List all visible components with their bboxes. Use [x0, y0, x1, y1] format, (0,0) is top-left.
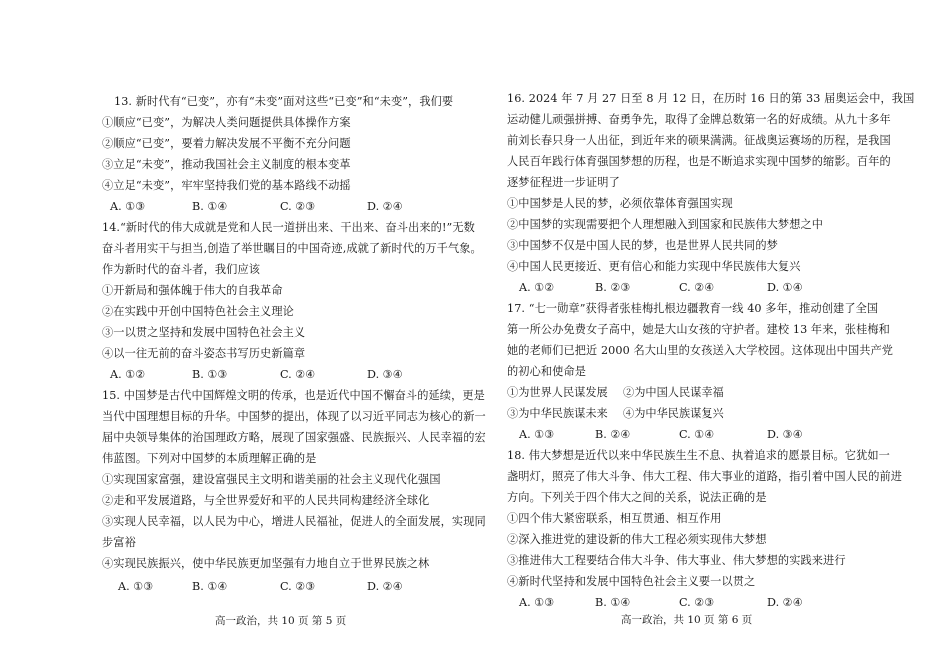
q17-stem-line-2: 第一所公办免费女子高中，她是大山女孩的守护者。建校 13 年来，张桂梅和: [507, 323, 890, 336]
q13-statement-4: ④立足“未变”，牢牢坚持我们党的基本路线不动摇: [102, 179, 351, 192]
q16-stem-line-5: 逐梦征程进一步证明了: [507, 176, 620, 189]
q16-stem-line-3: 前刘长春只身一人出征，到近年来的硕果满满。征战奥运赛场的历程，是我国: [507, 134, 891, 147]
q17-option-c[interactable]: C. ①④: [679, 428, 715, 441]
q13-statement-1: ①顺应“已变”，为解决人类问题提供具体操作方案: [102, 116, 351, 129]
q14-options: [102, 368, 480, 382]
q13-options: [102, 200, 480, 214]
q14-option-d[interactable]: D. ③④: [367, 368, 403, 381]
q14-statement-4: ④以一往无前的奋斗姿态书写历史新篇章: [102, 347, 306, 360]
q17-stem-line-3: 她的老师们已把近 2000 名大山里的女孩送入大学校园。这体现出中国共产党: [507, 344, 894, 357]
q13-option-c[interactable]: C. ②③: [280, 200, 316, 213]
q15-statement-4: ④实现民族振兴，使中华民族更加坚强有力地自立于世界民族之林: [102, 557, 430, 570]
q15-stem-line-4: 伟蓝图。下列对中国梦的本质理解正确的是: [102, 452, 317, 465]
q17-statement-4: ④为中华民族谋复兴: [623, 407, 724, 420]
q17-stem-line-1: 17. “七一勋章”获得者张桂梅扎根边疆教育一线 40 多年，推动创建了全国: [507, 302, 879, 315]
q17-option-b[interactable]: B. ②④: [595, 428, 631, 441]
q16-statement-4: ④中国人民更接近、更有信心和能力实现中华民族伟大复兴: [507, 260, 801, 273]
q15-option-c[interactable]: C. ②③: [280, 580, 316, 593]
q14-option-a[interactable]: A. ①②: [110, 368, 146, 381]
q13-stem: 13. 新时代有“已变”，亦有“未变”面对这些“已变”和“未变”，我们要: [114, 95, 454, 108]
q15-option-a[interactable]: A. ①③: [118, 580, 154, 593]
q17-statements-row-1: [507, 386, 877, 400]
q15-statement-3-cont: 步富裕: [102, 536, 136, 549]
q15-statement-2: ②走和平发展道路，与全世界爱好和平的人民共同构建经济全球化: [102, 494, 430, 507]
q14-option-c[interactable]: C. ②④: [280, 368, 316, 381]
right-page: [507, 0, 915, 672]
q17-statement-3: ③为中华民族谋未来: [507, 407, 608, 420]
q14-stem-line-1: 14.“新时代的伟大成就是党和人民一道拼出来、干出来、奋斗出来的!”无数: [102, 221, 475, 234]
q18-stem-line-3: 方向。下列关于四个伟大之间的关系，说法正确的是: [507, 491, 767, 504]
right-page-footer: 高一政治，共 10 页 第 6 页: [621, 614, 753, 626]
q18-option-a[interactable]: A. ①③: [519, 596, 555, 609]
q14-statement-3: ③一以贯之坚持和发展中国特色社会主义: [102, 326, 306, 339]
q15-statement-1: ①实现国家富强，建设富强民主文明和谐美丽的社会主义现代化强国: [102, 473, 441, 486]
q13-statement-2: ②顺应“已变”，要着力解决发展不平衡不充分问题: [102, 137, 351, 150]
q18-stem-line-2: 盏明灯，照亮了伟大斗争、伟大工程、伟大事业的道路，指引着中国人民的前进: [507, 470, 903, 483]
q15-option-b[interactable]: B. ①④: [192, 580, 228, 593]
q14-stem-line-2: 奋斗者用实干与担当,创造了举世瞩目的中国奇迹,成就了新时代的万千气象。: [102, 242, 482, 255]
q17-options: [507, 428, 877, 442]
q18-options: [507, 596, 877, 610]
q16-statement-2: ②中国梦的实现需要把个人理想融入到国家和民族伟大梦想之中: [507, 218, 824, 231]
q14-statement-1: ①开新局和强体魄于伟大的自我革命: [102, 284, 283, 297]
q16-option-b[interactable]: B. ②③: [595, 281, 631, 294]
q18-stem-line-1: 18. 伟大梦想是近代以来中华民族生生不息、执着追求的愿景目标。它犹如一: [507, 449, 890, 462]
left-page-footer: 高一政治，共 10 页 第 5 页: [215, 615, 347, 627]
q13-option-b[interactable]: B. ①④: [192, 200, 228, 213]
left-page: [102, 0, 486, 672]
q15-stem-line-1: 15. 中国梦是古代中国辉煌文明的传承，也是近代中国不懈奋斗的延续，更是: [102, 389, 485, 402]
q13-option-d[interactable]: D. ②④: [367, 200, 403, 213]
q17-option-a[interactable]: A. ①③: [519, 428, 555, 441]
q16-stem-line-2: 运动健儿顽强拼搏、奋勇争先，取得了金牌总数第一名的好成绩。从九十多年: [507, 113, 891, 126]
q15-option-d[interactable]: D. ②④: [367, 580, 403, 593]
q16-statement-3: ③中国梦不仅是中国人民的梦，也是世界人民共同的梦: [507, 239, 778, 252]
q16-statement-1: ①中国梦是人民的梦，必须依靠体育强国实现: [507, 197, 733, 210]
q18-option-c[interactable]: C. ②③: [679, 596, 715, 609]
q15-stem-line-2: 当代中国理想目标的升华。中国梦的提出，体现了以习近平同志为核心的新一: [102, 410, 486, 423]
q18-statement-4: ④新时代坚持和发展中国特色社会主义要一以贯之: [507, 575, 756, 588]
q13-option-a[interactable]: A. ①③: [110, 200, 146, 213]
q14-option-b[interactable]: B. ①③: [192, 368, 228, 381]
q15-options: [102, 580, 480, 594]
q18-option-b[interactable]: B. ①④: [595, 596, 631, 609]
q18-option-d[interactable]: D. ②④: [767, 596, 803, 609]
q14-statement-2: ②在实践中开创中国特色社会主义理论: [102, 305, 294, 318]
q15-stem-line-3: 届中央领导集体的治国理政方略，展现了国家强盛、民族振兴、人民幸福的宏: [102, 431, 486, 444]
q18-statement-1: ①四个伟大紧密联系，相互贯通、相互作用: [507, 512, 722, 525]
q16-stem-line-4: 人民百年践行体育强国梦想的历程，也是不断追求实现中国梦的缩影。百年的: [507, 155, 891, 168]
q17-option-d[interactable]: D. ③④: [767, 428, 803, 441]
q16-option-c[interactable]: C. ②④: [679, 281, 715, 294]
q16-option-a[interactable]: A. ①②: [519, 281, 555, 294]
q17-stem-line-4: 的初心和使命是: [507, 365, 587, 378]
q17-statement-2: ②为中国人民谋幸福: [623, 386, 724, 399]
q14-stem-line-3: 作为新时代的奋斗者，我们应该: [102, 263, 261, 276]
q17-statement-1: ①为世界人民谋发展: [507, 386, 608, 399]
q18-statement-3: ③推进伟大工程要结合伟大斗争、伟大事业、伟大梦想的实践来进行: [507, 554, 846, 567]
q15-statement-3: ③实现人民幸福，以人民为中心，增进人民福祉，促进人的全面发展，实现同: [102, 515, 486, 528]
q16-option-d[interactable]: D. ①④: [767, 281, 803, 294]
q18-statement-2: ②深入推进党的建设新的伟大工程必须实现伟大梦想: [507, 533, 767, 546]
q16-stem-line-1: 16. 2024 年 7 月 27 日至 8 月 12 日，在历时 16 日的第 33 届奥运会中，我国: [507, 92, 915, 105]
q16-options: [507, 281, 877, 295]
q13-statement-3: ③立足“未变”，推动我国社会主义制度的根本变革: [102, 158, 351, 171]
q17-statements-row-2: [507, 407, 877, 421]
